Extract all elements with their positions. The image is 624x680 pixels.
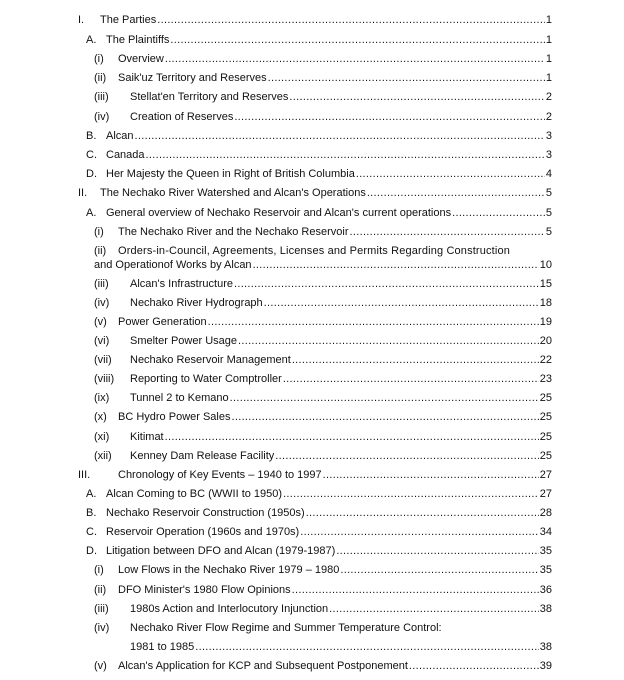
leader-dots [409,659,539,673]
leader-dots [283,487,539,501]
leader-dots [135,129,545,143]
toc-page: 23 [539,373,552,385]
toc-title: Litigation between DFO and Alcan (1979-1987) [106,545,336,557]
toc-page: 34 [539,526,552,538]
toc-title: Canada [106,149,145,161]
toc-page: 27 [539,469,552,481]
toc-title: Alcan's Application for KCP and Subsequent Postponement [118,660,408,672]
toc-entry[interactable] [94,334,552,348]
toc-page: 1 [545,72,552,84]
toc-entry[interactable] [94,277,552,291]
toc-title: Nechako Reservoir Construction (1950s) [106,507,305,519]
leader-dots [165,52,545,66]
toc-number: C. [86,149,97,161]
toc-number: (i) [94,564,104,576]
toc-entry[interactable] [94,315,552,329]
toc-number: (ii) [94,245,107,257]
toc-number: (iv) [94,622,110,634]
toc-number: (iii) [94,278,109,290]
toc-entry-line1[interactable] [94,621,552,635]
toc-title: The Plaintiffs [106,34,170,46]
leader-dots [208,315,539,329]
leader-dots [268,71,545,85]
toc-entry[interactable] [94,410,552,424]
toc-title: The Nechako River and the Nechako Reservoir [118,226,349,238]
toc-title: The Parties [100,14,157,26]
toc-entry[interactable] [94,296,552,310]
toc-entry[interactable] [94,110,552,124]
leader-dots [340,563,538,577]
leader-dots [283,372,539,386]
leader-dots [170,33,544,47]
toc-page: 1 [545,53,552,65]
toc-entry[interactable] [94,430,552,444]
toc-entry-line1[interactable] [94,244,552,258]
toc-title: General overview of Nechako Reservoir and Alcan's current operations [106,207,452,219]
leader-dots [157,13,545,27]
leader-dots [292,583,539,597]
toc-number: (xii) [94,450,112,462]
toc-page: 2 [545,91,552,103]
toc-number: (xi) [94,431,110,443]
leader-dots [238,334,539,348]
toc-page: 3 [545,130,552,142]
leader-dots [336,544,538,558]
toc-page: 35 [539,564,552,576]
toc-number: B. [86,507,97,519]
leader-dots [300,525,539,539]
leader-dots [452,206,545,220]
toc-title: Orders-in-Council, Agreements, Licenses and Permits Regarding Construction [118,245,510,257]
toc-number: (iii) [94,91,109,103]
toc-page: 25 [539,392,552,404]
toc-number: (i) [94,226,104,238]
leader-dots [230,391,539,405]
toc-page: 5 [545,226,552,238]
toc-page: 25 [539,411,552,423]
toc-title: Creation of Reserves [130,111,234,123]
leader-dots [165,430,539,444]
toc-number: D. [86,168,97,180]
toc-entry[interactable] [86,148,552,162]
toc-entry[interactable] [86,129,552,143]
toc-entry[interactable] [94,225,552,239]
toc-page: 39 [539,660,552,672]
toc-page: 20 [539,335,552,347]
leader-dots [275,449,538,463]
toc-entry[interactable] [86,33,552,47]
toc-number: B. [86,130,97,142]
leader-dots [367,186,545,200]
toc-title: Nechako River Hydrograph [130,297,263,309]
toc-number: (ii) [94,72,107,84]
toc-title: Reservoir Operation (1960s and 1970s) [106,526,300,538]
toc-entry[interactable] [94,71,552,85]
toc-entry-line2[interactable] [130,640,552,654]
leader-dots [195,640,539,654]
toc-number: I. [78,14,85,26]
toc-page: 35 [539,545,552,557]
toc-title: Alcan's Infrastructure [130,278,233,290]
toc-number: (i) [94,53,104,65]
toc-title: Reporting to Water Comptroller [130,373,282,385]
toc-number: (vi) [94,335,110,347]
leader-dots [356,167,545,181]
toc-number: C. [86,526,97,538]
toc-number: II. [78,187,88,199]
toc-title: Power Generation [118,316,207,328]
leader-dots [323,468,539,482]
toc-entry[interactable] [86,167,552,181]
toc-page: 27 [539,488,552,500]
toc-entry-line2[interactable] [94,258,552,272]
toc-number: (iv) [94,111,110,123]
toc-entry[interactable] [86,544,552,558]
toc-title: Kitimat [130,431,164,443]
toc-number: (v) [94,316,107,328]
leader-dots [264,296,539,310]
toc-page: 25 [539,431,552,443]
toc-entry[interactable] [78,468,552,482]
leader-dots [253,258,539,272]
toc-number: A. [86,34,97,46]
toc-title: Stellat'en Territory and Reserves [130,91,289,103]
toc-entry[interactable] [94,90,552,104]
toc-entry[interactable] [86,525,552,539]
toc-number: (x) [94,411,107,423]
toc-page: 36 [539,584,552,596]
toc-title: Alcan [106,130,134,142]
toc-title: Chronology of Key Events – 1940 to 1997 [118,469,322,481]
toc-title: Saik'uz Territory and Reserves [118,72,267,84]
toc-number: (iii) [94,603,109,615]
toc-entry[interactable] [94,583,552,597]
leader-dots [234,277,539,291]
toc-title: DFO Minister's 1980 Flow Opinions [118,584,291,596]
toc-entry[interactable] [94,659,552,673]
toc-number: (ii) [94,584,107,596]
toc-entry[interactable] [94,449,552,463]
toc-page: 22 [539,354,552,366]
toc-title: The Nechako River Watershed and Alcan's Operations [100,187,366,199]
toc-entry[interactable] [94,391,552,405]
toc-number: (viii) [94,373,115,385]
toc-entry[interactable] [78,13,552,27]
leader-dots [306,506,539,520]
toc-title: 1980s Action and Interlocutory Injunction [130,603,329,615]
toc-page: 15 [539,278,552,290]
toc-title-cont: and Operationof Works by Alcan [94,259,252,271]
toc-title: Tunnel 2 to Kemano [130,392,229,404]
toc-entry[interactable] [94,52,552,66]
toc-title: BC Hydro Power Sales [118,411,231,423]
toc-title: Overview [118,53,164,65]
toc-entry[interactable] [86,506,552,520]
toc-number: (vii) [94,354,112,366]
toc-title-cont: 1981 to 1985 [130,641,195,653]
toc-page: 1 [545,14,552,26]
toc-page: 5 [545,207,552,219]
toc-number: (v) [94,660,107,672]
toc-title: Her Majesty the Queen in Right of British Columbia [106,168,355,180]
toc-entry[interactable] [94,563,552,577]
toc-page: 38 [539,641,552,653]
leader-dots [292,353,539,367]
leader-dots [350,225,545,239]
toc-number: A. [86,488,97,500]
leader-dots [232,410,539,424]
leader-dots [146,148,545,162]
toc-entry[interactable] [94,372,552,386]
toc-page: 10 [539,259,552,271]
toc-entry[interactable] [94,353,552,367]
toc-page: 18 [539,297,552,309]
toc-entry[interactable] [86,487,552,501]
toc-number: III. [78,469,91,481]
leader-dots [234,110,545,124]
toc-number: (iv) [94,297,110,309]
toc-title: Nechako River Flow Regime and Summer Temperature Control: [130,622,442,634]
toc-title: Low Flows in the Nechako River 1979 – 1980 [118,564,340,576]
toc-page: 3 [545,149,552,161]
toc-entry[interactable] [94,602,552,616]
toc-page: 19 [539,316,552,328]
toc-page: 5 [545,187,552,199]
leader-dots [289,90,544,104]
toc-number: (ix) [94,392,110,404]
toc-page: 2 [545,111,552,123]
leader-dots [329,602,539,616]
toc-title: Kenney Dam Release Facility [130,450,275,462]
toc-page: 4 [545,168,552,180]
toc-title: Alcan Coming to BC (WWII to 1950) [106,488,283,500]
toc-page: 25 [539,450,552,462]
toc-entry[interactable] [78,186,552,200]
toc-entry[interactable] [86,206,552,220]
toc-number: A. [86,207,97,219]
toc-page: 28 [539,507,552,519]
toc-page: 38 [539,603,552,615]
toc-page: 1 [545,34,552,46]
toc-title: Smelter Power Usage [130,335,237,347]
toc-number: D. [86,545,97,557]
toc-title: Nechako Reservoir Management [130,354,291,366]
